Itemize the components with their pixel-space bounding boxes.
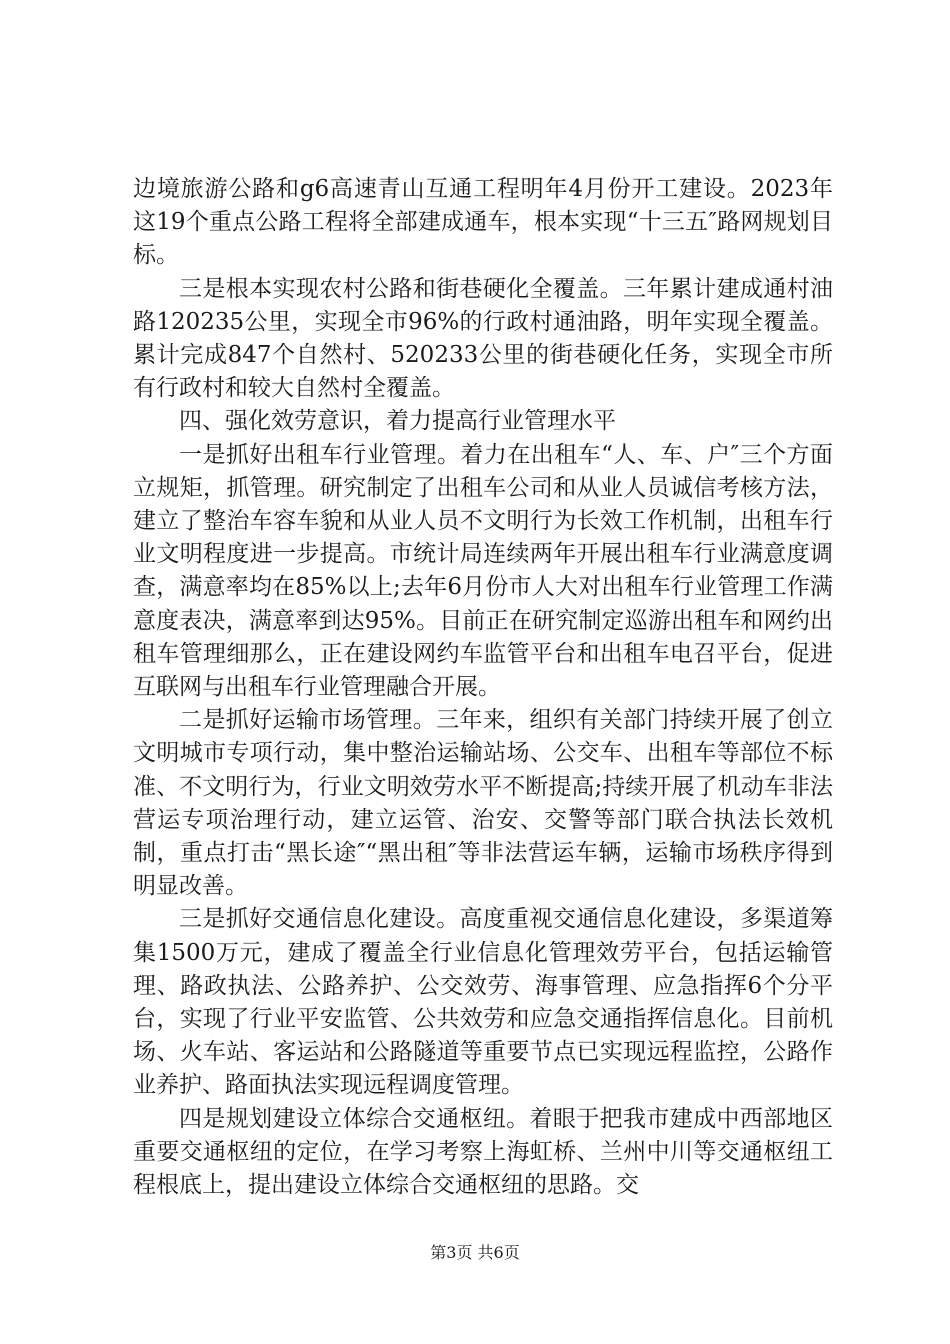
document-body	[133, 173, 833, 1202]
paragraph-4: 二是抓好运输市场管理。三年来，组织有关部门持续开展了创立文明城市专项行动，集中整治运输站场、公交车、出租车等部位不标准、不文明行为，行业文明效劳水平不断提高;持续开展了机动车非法营运专项治理行动，建立运管、治安、交警等部门联合执法长效机制，重点打击“黑长途″“黑出租″等非法营运车辆，运输市场秩序得到明显改善。	[133, 707, 833, 900]
paragraph-5: 三是抓好交通信息化建设。高度重视交通信息化建设，多渠道筹集1500万元，建成了覆盖全行业信息化管理效劳平台，包括运输管理、路政执法、公路养护、公交效劳、海事管理、应急指挥6个分平台，实现了行业平安监管、公共效劳和应急交通指挥信息化。目前机场、火车站、客运站和公路隧道等重要节点已实现远程监控，公路作业养护、路面执法实现远程调度管理。	[133, 906, 833, 1099]
paragraph-1: 边境旅游公路和g6高速青山互通工程明年4月份开工建设。2023年这19个重点公路工程将全部建成通车，根本实现“十三五″路网规划目标。	[133, 176, 833, 269]
section-heading: 四、强化效劳意识，着力提高行业管理水平	[179, 408, 616, 435]
paragraph-3: 一是抓好出租车行业管理。着力在出租车“人、车、户″三个方面立规矩，抓管理。研究制定了出租车公司和从业人员诚信考核方法，建立了整治车容车貌和从业人员不文明行为长效工作机制，出租车行业文明程度进一步提高。市统计局连续两年开展出租车行业满意度调查，满意率均在85%以上;去年6月份市人大对出租车行业管理工作满意度表决，满意率到达95%。目前正在研究制定巡游出租车和网约出租车管理细那么，正在建设网约车监管平台和出租车电召平台，促进互联网与出租车行业管理融合开展。	[133, 441, 833, 701]
paragraph-6: 四是规划建设立体综合交通枢纽。着眼于把我市建成中西部地区重要交通枢纽的定位，在学习考察上海虹桥、兰州中川等交通枢纽工程根底上，提出建设立体综合交通枢纽的思路。交	[133, 1105, 833, 1199]
paragraph-2: 三是根本实现农村公路和街巷硬化全覆盖。三年累计建成通村油路120235公里，实现全市96%的行政村通油路，明年实现全覆盖。累计完成847个自然村、520233公里的街巷硬化任务，实现全市所有行政村和较大自然村全覆盖。	[133, 275, 833, 402]
page-footer: 第3页 共6页	[430, 1243, 520, 1262]
